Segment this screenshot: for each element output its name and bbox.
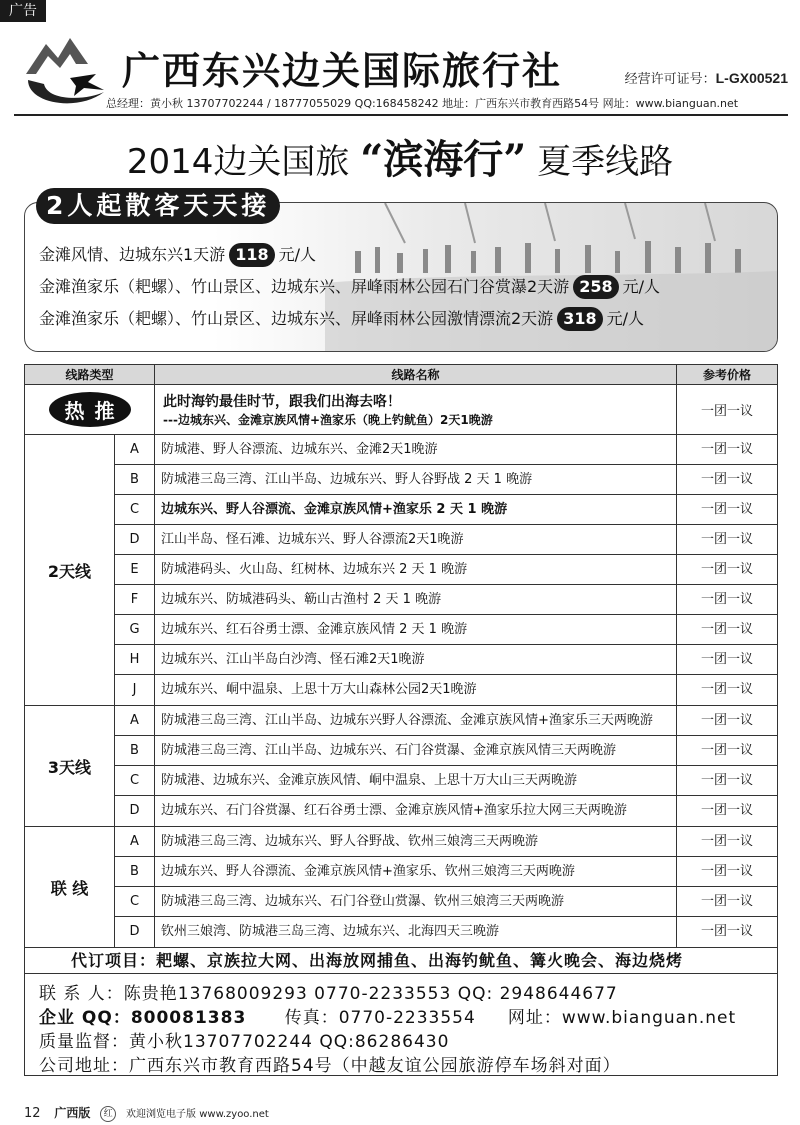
contact-qq-fax: [39, 1006, 777, 1030]
header-divider: [14, 114, 788, 116]
hot-route-row: [25, 385, 777, 435]
table-row: A 防城港、野人谷漂流、边城东兴、金滩2天1晚游 一团一议: [115, 435, 777, 465]
table-row: C 防城港、边城东兴、金滩京族风情、峒中温泉、上思十万大山三天两晚游 一团一议: [115, 766, 777, 796]
page-number: 12: [24, 1106, 41, 1121]
group-title: 3天线: [25, 706, 115, 826]
booking-extras: 代订项目：耙螺、京族拉大网、出海放网捕鱼、出海钓鱿鱼、篝火晚会、海边烧烤: [25, 948, 777, 974]
table-row: D 边城东兴、石门谷赏瀑、红石谷勇士漂、金滩京族风情+渔家乐拉大网三天两晚游 一团一议: [115, 796, 777, 826]
header: [14, 28, 788, 120]
table-header: [25, 365, 777, 385]
table-row: C 边城东兴、野人谷漂流、金滩京族风情+渔家乐 2 天 1 晚游 一团一议: [115, 495, 777, 525]
hot-price: 一团一议: [700, 404, 753, 419]
contact-block: [25, 974, 777, 1078]
promo-line-3: 金滩渔家乐（耙螺）、竹山景区、边城东兴、屏峰雨林公园激情漂流2天游 318 元/人: [39, 303, 660, 335]
hot-badge: 热推: [49, 392, 131, 427]
promo-badge: 2人起散客天天接: [36, 188, 280, 224]
table-row: A 防城港三岛三湾、边城东兴、野人谷野战、钦州三娘湾三天两晚游 一团一议: [115, 827, 777, 857]
table-row: D 江山半岛、怪石滩、边城东兴、野人谷漂流2天1晚游 一团一议: [115, 525, 777, 555]
header-price: 参考价格: [702, 368, 751, 382]
company-name: 广西东兴边关国际旅行社: [122, 49, 563, 93]
price-badge: 318: [557, 307, 602, 331]
header-contact-line: 总经理：黄小秋 13707702244 / 18777055029 QQ:168458242 地址：广西东兴市教育西路54号 网址：www.bianguan.net: [106, 97, 739, 110]
table-row: C 防城港三岛三湾、边城东兴、石门谷登山赏瀑、钦州三娘湾三天两晚游 一团一议: [115, 887, 777, 917]
table-row: A 防城港三岛三湾、江山半岛、边城东兴野人谷漂流、金滩京族风情+渔家乐三天两晚游 一团一议: [115, 706, 777, 736]
group-2day: [25, 435, 777, 706]
table-row: G 边城东兴、红石谷勇士漂、金滩京族风情 2 天 1 晚游 一团一议: [115, 615, 777, 645]
table-row: H 边城东兴、江山半岛白沙湾、怪石滩2天1晚游 一团一议: [115, 645, 777, 675]
enterprise-qq: 企业 QQ：800081383: [39, 1008, 247, 1028]
license: [625, 68, 788, 87]
group-title: 联 线: [25, 827, 115, 947]
footer-website: 欢迎浏览电子版 www.zyoo.net: [126, 1109, 269, 1120]
edition-circle-icon: 红: [100, 1106, 116, 1122]
table-row: B 边城东兴、野人谷漂流、金滩京族风情+渔家乐、钦州三娘湾三天两晚游 一团一议: [115, 857, 777, 887]
table-row: B 防城港三岛三湾、江山半岛、边城东兴、野人谷野战 2 天 1 晚游 一团一议: [115, 465, 777, 495]
header-name: 线路名称: [155, 365, 677, 384]
page-footer: [24, 1104, 269, 1122]
license-number: L-GX00521: [715, 70, 788, 86]
group-combo: [25, 827, 777, 948]
promo-line-1: 金滩风情、边城东兴1天游 118 元/人: [39, 239, 660, 271]
ad-tag: 广告: [0, 0, 46, 22]
price-badge: 258: [573, 275, 618, 299]
page-title: [0, 128, 800, 185]
title-prefix: 2014边关国旅: [126, 142, 350, 182]
price-badge: 118: [229, 243, 274, 267]
group-3day: [25, 706, 777, 827]
quality-supervision: 质量监督：黄小秋13707702244 QQ:86286430: [39, 1032, 450, 1052]
fax-website: 传真：0770-2233554 网址：www.bianguan.net: [246, 1008, 737, 1028]
hot-line-1: 此时海钓最佳时节，跟我们出海去咯！: [163, 394, 401, 410]
hot-line-2: ---边城东兴、金滩京族风情+渔家乐（晚上钓鱿鱼）2天1晚游: [163, 413, 493, 427]
table-row: D 钦州三娘湾、防城港三岛三湾、边城东兴、北海四天三晚游 一团一议: [115, 917, 777, 947]
table-row: E 防城港码头、火山岛、红树林、边城东兴 2 天 1 晚游 一团一议: [115, 555, 777, 585]
edition-name: 广西版: [54, 1106, 91, 1120]
table-row: F 边城东兴、防城港码头、簕山古渔村 2 天 1 晚游 一团一议: [115, 585, 777, 615]
header-type: 线路类型: [25, 365, 155, 384]
company-address: 公司地址：广西东兴市教育西路54号（中越友谊公园旅游停车场斜对面）: [39, 1056, 621, 1076]
routes-table: [24, 364, 778, 1076]
table-row: J 边城东兴、峒中温泉、上思十万大山森林公园2天1晚游 一团一议: [115, 675, 777, 705]
promo-line-2: 金滩渔家乐（耙螺）、竹山景区、边城东兴、屏峰雨林公园石门谷赏瀑2天游 258 元/人: [39, 271, 660, 303]
promo-lines: [39, 239, 660, 335]
table-row: B 防城港三岛三湾、江山半岛、边城东兴、石门谷赏瀑、金滩京族风情三天两晚游 一团一议: [115, 736, 777, 766]
group-title: 2天线: [25, 435, 115, 705]
title-suffix: 夏季线路: [537, 142, 674, 182]
title-emphasis: “滨海行”: [360, 136, 527, 183]
license-label: 经营许可证号：: [624, 72, 716, 87]
company-logo-icon: [18, 34, 114, 114]
contact-person: 联 系 人：陈贵艳13768009293 0770-2233553 QQ: 2948644677: [39, 984, 618, 1004]
promo-panel: [24, 202, 778, 352]
